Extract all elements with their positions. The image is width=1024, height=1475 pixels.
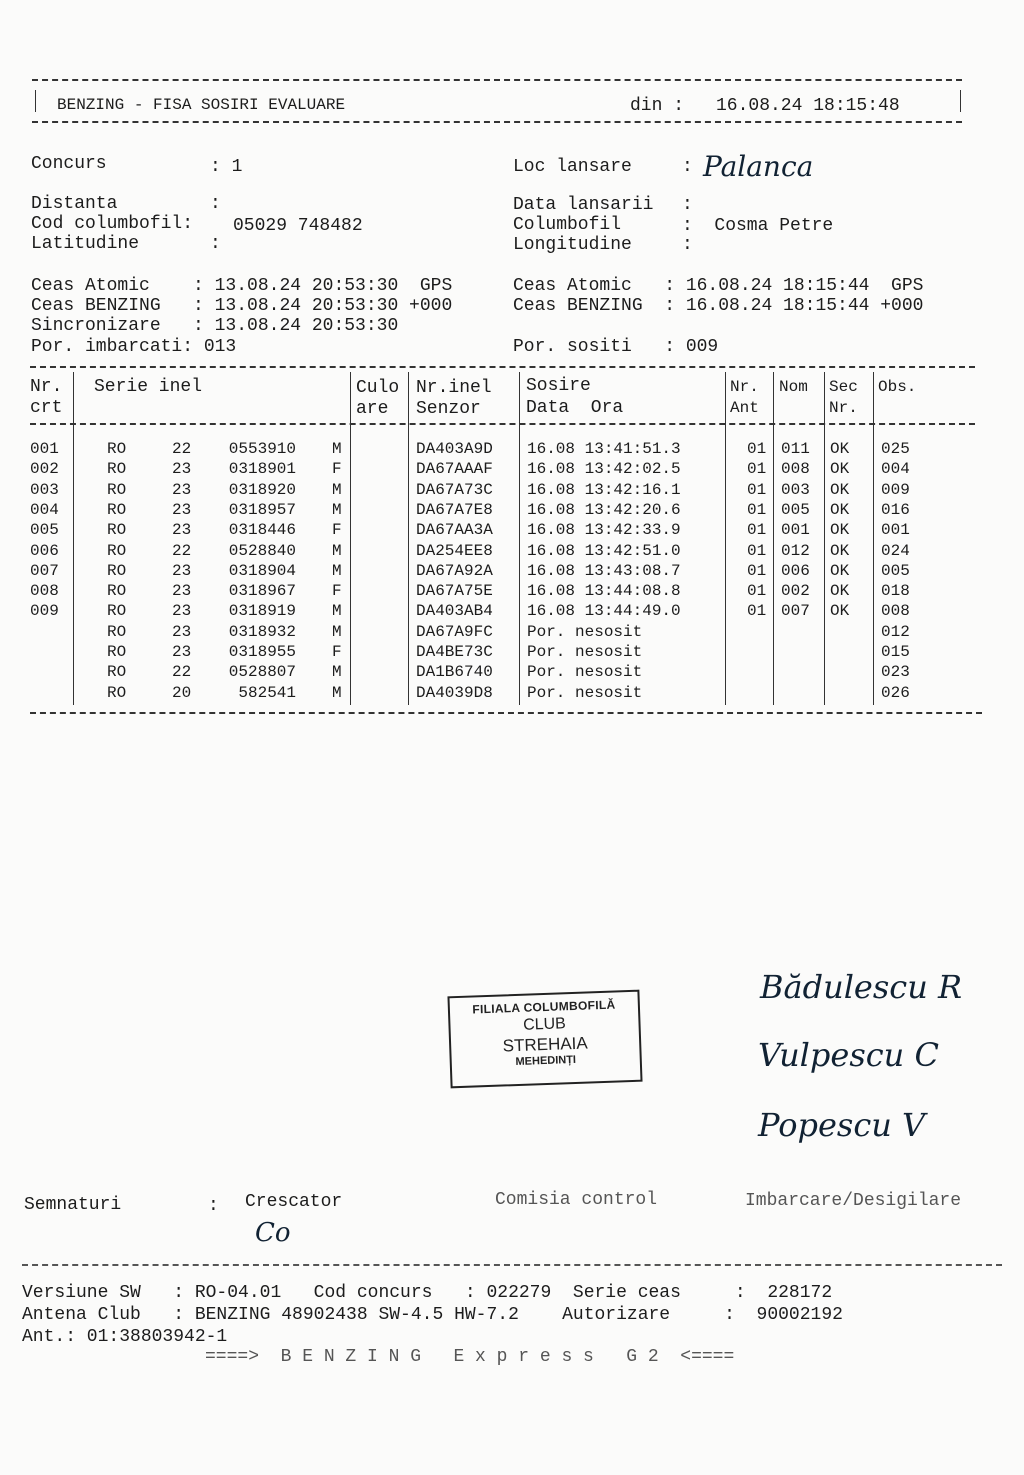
col-divider-1 [73,372,74,705]
signature-2: Vulpescu C [758,1036,939,1074]
cell-sensor: DA67A7E8 [416,500,493,519]
header-nr-ant-2: Ant [730,399,759,417]
cell-ant: 01 [747,460,767,479]
footer-divider [22,1264,1002,1266]
cell-obs: 008 [881,602,910,621]
sincronizare: Sincronizare : 13.08.24 20:53:30 [31,316,399,336]
cell-ring: 0318957 [228,500,296,519]
cell-nom: 006 [781,561,810,580]
ceas-benzing-start: Ceas BENZING : 13.08.24 20:53:30 +000 [31,296,453,316]
cell-obs: 018 [881,582,910,601]
cell-sosire: Por. nesosit [527,683,643,702]
cell-sosire: Por. nesosit [527,643,643,661]
header-data-ora: Data Ora [526,398,624,418]
distanta-colon: : [210,194,221,214]
cell-year: 23 [172,521,192,540]
header-nr: Nr. [30,377,63,397]
stamp-line-2: CLUB [522,1015,567,1034]
cell-year: 23 [172,643,192,661]
cell-obs: 004 [881,460,910,479]
cell-sec: OK [830,500,850,519]
cell-sosire: 16.08 13:42:33.9 [527,521,681,540]
cell-nr: 006 [30,541,59,560]
cell-country: RO [107,582,127,601]
cell-sex: M [332,500,342,519]
table-bottom-border [30,712,982,714]
cell-sensor: DA403AB4 [416,602,493,621]
footer-line-4: ====> B E N Z I N G E x p r e s s G 2 <==== [205,1347,735,1367]
header-sosire: Sosire [526,376,591,396]
cell-sosire: 16.08 13:42:20.6 [527,500,681,519]
cell-country: RO [107,561,127,580]
cell-ant: 01 [747,541,767,560]
footer-line-2: Antena Club : BENZING 48902438 SW-4.5 HW-7.2 Autorizare : 90002192 [22,1305,843,1325]
cell-sec: OK [830,561,850,580]
cell-sensor: DA67A75E [416,582,493,601]
cell-ant: 01 [747,500,767,519]
cell-nom: 002 [781,582,810,601]
cell-country: RO [107,440,127,458]
cell-nom: 005 [781,500,810,519]
cell-obs: 015 [881,643,910,661]
cell-sosire: 16.08 13:42:51.0 [527,541,681,560]
stamp-line-3: STREHAIA [502,1033,589,1056]
header-crt: crt [30,398,63,418]
header-senzor: Senzor [416,399,481,419]
imbarcare-label: Imbarcare/Desigilare [745,1191,962,1211]
cell-obs: 016 [881,500,910,519]
data-lansarii-colon: : [682,195,693,215]
cell-ring: 0318967 [228,582,296,601]
col-divider-3 [408,372,409,705]
cell-sex: M [332,541,342,560]
cell-sensor: DA67A9FC [416,622,493,641]
cell-ring: 0318904 [228,561,296,580]
cell-year: 23 [172,500,192,519]
cell-obs: 009 [881,480,910,499]
cell-sex: M [332,561,342,580]
club-stamp [447,990,642,1089]
cell-country: RO [107,663,127,682]
cell-ant: 01 [747,440,767,458]
table-header-separator [30,423,975,425]
loc-lansare-colon: : [682,157,693,177]
distanta-label: Distanta [31,194,118,214]
report-title: BENZING - FISA SOSIRI EVALUARE [57,96,346,114]
cell-ring: 582541 [238,683,296,702]
cell-ring: 0318932 [228,622,296,641]
semnaturi-label: Semnaturi [24,1195,122,1215]
cell-sosire: 16.08 13:44:08.8 [527,582,681,601]
cell-sex: M [332,440,342,458]
cell-country: RO [107,480,127,499]
cell-sex: F [332,643,342,661]
table-top-border [30,366,975,368]
cell-sensor: DA1B6740 [416,663,493,682]
header-culo: Culo [356,378,400,398]
cell-ring: 0318920 [228,480,296,499]
cell-sex: M [332,663,342,682]
loc-lansare-handwritten: Palanca [703,150,814,183]
cell-nr: 001 [30,440,59,458]
cell-nr: 004 [30,500,59,519]
cell-country: RO [107,500,127,519]
cell-ant: 01 [747,561,767,580]
cell-sec: OK [830,440,850,458]
cell-year: 23 [172,480,192,499]
cell-sec: OK [830,460,850,479]
col-divider-2 [350,372,351,705]
cell-year: 23 [172,561,192,580]
signature-crescator: Co [255,1218,291,1248]
cell-sensor: DA4BE73C [416,643,493,661]
cell-sosire: Por. nesosit [527,663,643,682]
cell-year: 23 [172,460,192,479]
cell-sec: OK [830,541,850,560]
cell-sosire: 16.08 13:42:16.1 [527,480,681,499]
cell-sensor: DA254EE8 [416,541,493,560]
footer-line-1: Versiune SW : RO-04.01 Cod concurs : 022279 Serie ceas : 228172 [22,1283,833,1303]
cell-ring: 0528840 [228,541,296,560]
cell-sosire: 16.08 13:41:51.3 [527,440,681,458]
cell-nr: 007 [30,561,59,580]
cell-nr: 009 [30,602,59,621]
cell-ant: 01 [747,521,767,540]
semnaturi-colon: : [208,1196,219,1216]
header-nr-ant-1: Nr. [730,378,759,396]
header-nom: Nom [779,378,808,396]
ceas-atomic-end: Ceas Atomic : 16.08.24 18:15:44 GPS [513,276,924,296]
signature-1: Bădulescu R [760,968,963,1006]
col-divider-6 [773,372,774,705]
cell-sosire: 16.08 13:42:02.5 [527,460,681,479]
concurs-value: : 1 [210,157,243,177]
cell-country: RO [107,683,127,702]
footer-line-3: Ant.: 01:38803942-1 [22,1327,228,1347]
concurs-label: Concurs [31,154,107,174]
porumbei-imbarcati: Por. imbarcati: 013 [31,337,237,357]
cell-country: RO [107,643,127,661]
cell-sex: F [332,582,342,601]
cell-sensor: DA67A73C [416,480,493,499]
cell-sec: OK [830,521,850,540]
cell-ring: 0318901 [228,460,296,479]
cell-nom: 008 [781,460,810,479]
cell-sex: F [332,460,342,479]
cell-nom: 011 [781,440,810,458]
cell-sensor: DA67AAAF [416,460,493,479]
cell-country: RO [107,622,127,641]
ceas-benzing-end: Ceas BENZING : 16.08.24 18:15:44 +000 [513,296,924,316]
stamp-line-1: FILIALA COLUMBOFILĂ [472,997,616,1017]
cell-sensor: DA403A9D [416,440,493,458]
stamp-line-4: MEHEDINȚI [515,1053,577,1069]
cell-country: RO [107,602,127,621]
porumbei-sositi: Por. sositi : 009 [513,337,719,357]
cell-ring: 0528807 [228,663,296,682]
cod-columbofil-label: Cod columbofil: [31,214,194,234]
header-nr-inel: Nr.inel [416,378,492,398]
cell-ant: 01 [747,582,767,601]
header-din-label: din : [630,96,685,116]
header-sec-2: Nr. [829,399,858,417]
cell-obs: 005 [881,561,910,580]
cell-obs: 001 [881,521,910,540]
cell-nom: 007 [781,602,810,621]
cell-nr: 003 [30,480,59,499]
cell-obs: 023 [881,663,910,682]
cell-sex: M [332,622,342,641]
cell-ant: 01 [747,602,767,621]
data-lansarii-label: Data lansarii [513,195,654,215]
cell-ring: 0318919 [228,602,296,621]
cell-country: RO [107,460,127,479]
header-bottom-border [32,121,962,123]
cell-year: 22 [172,541,192,560]
cell-ring: 0318446 [228,521,296,540]
col-divider-8 [873,372,874,705]
cell-nom: 003 [781,480,810,499]
header-are: are [356,399,389,419]
cell-ring: 0318955 [228,643,296,661]
cell-sex: M [332,602,342,621]
latitudine-label: Latitudine [31,234,140,254]
crescator-label: Crescator [245,1192,343,1212]
col-divider-5 [725,372,726,705]
columbofil-label: Columbofil [513,215,622,235]
cell-nom: 012 [781,541,810,560]
header-obs: Obs. [878,378,917,396]
header-right-border [960,90,961,112]
cell-ant: 01 [747,480,767,499]
cell-sosire: 16.08 13:44:49.0 [527,602,681,621]
cell-sec: OK [830,582,850,601]
cell-year: 22 [172,663,192,682]
header-left-border [35,90,36,112]
cell-sex: M [332,683,342,702]
cell-obs: 012 [881,622,910,641]
cell-sensor: DA4039D8 [416,683,493,702]
cell-year: 22 [172,440,192,458]
col-divider-4 [519,372,520,705]
cell-ring: 0553910 [228,440,296,458]
cell-obs: 026 [881,683,910,702]
cell-year: 20 [172,683,192,702]
signature-3: Popescu V [758,1106,926,1144]
cell-nr: 008 [30,582,59,601]
cell-sensor: DA67A92A [416,561,493,580]
cell-country: RO [107,541,127,560]
header-top-border [32,79,962,81]
header-sec-1: Sec [829,378,858,396]
cell-nr: 002 [30,460,59,479]
cell-sosire: 16.08 13:43:08.7 [527,561,681,580]
report-datetime: 16.08.24 18:15:48 [716,96,900,116]
cell-year: 23 [172,622,192,641]
loc-lansare-label: Loc lansare [513,157,632,177]
longitudine-label: Longitudine [513,235,632,255]
cell-sec: OK [830,480,850,499]
cell-year: 23 [172,602,192,621]
cell-sex: M [332,480,342,499]
cell-sec: OK [830,602,850,621]
cell-sensor: DA67AA3A [416,521,493,540]
latitudine-colon: : [210,234,221,254]
comisia-label: Comisia control [495,1190,658,1210]
columbofil-value: : Cosma Petre [682,216,834,236]
ceas-atomic-start: Ceas Atomic : 13.08.24 20:53:30 GPS [31,276,453,296]
longitudine-colon: : [682,235,693,255]
cell-country: RO [107,521,127,540]
cell-obs: 025 [881,440,910,458]
cell-nom: 001 [781,521,810,540]
header-serie-inel: Serie inel [94,377,203,397]
cell-year: 23 [172,582,192,601]
cod-columbofil-value: 05029 748482 [233,216,363,236]
col-divider-7 [824,372,825,705]
cell-nr: 005 [30,521,59,540]
cell-sosire: Por. nesosit [527,622,643,641]
cell-obs: 024 [881,541,910,560]
cell-sex: F [332,521,342,540]
